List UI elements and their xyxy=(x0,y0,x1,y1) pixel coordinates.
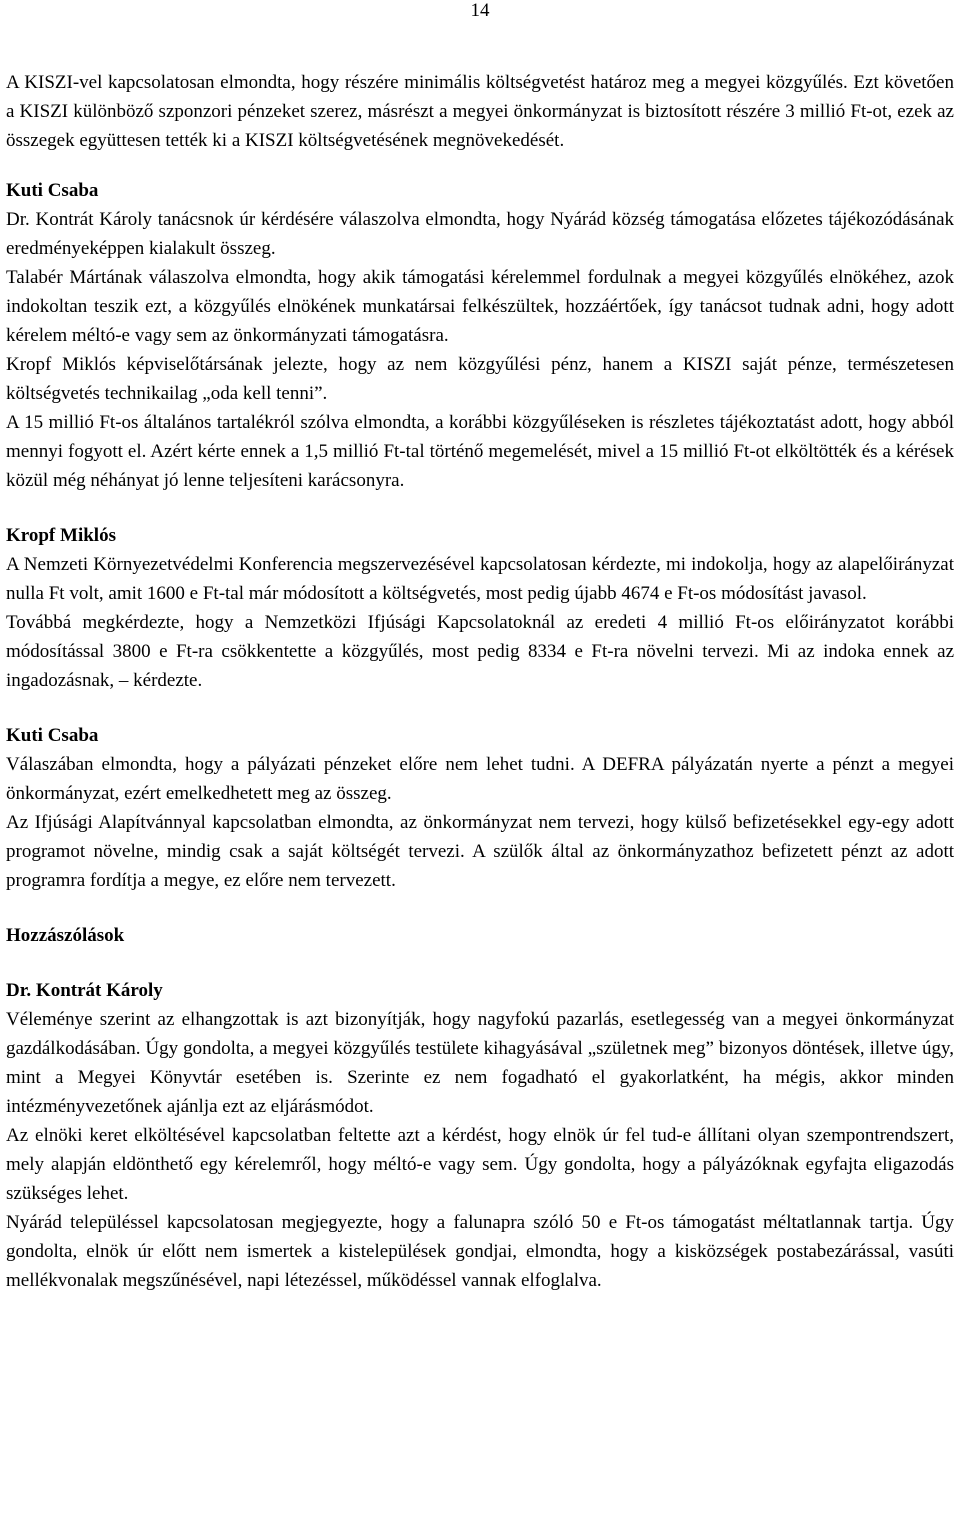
speaker-heading: Kuti Csaba xyxy=(6,725,99,746)
speaker-heading: Kropf Miklós xyxy=(6,525,116,546)
paragraph: Véleménye szerint az elhangzottak is azt bizonyítják, hogy nagyfokú pazarlás, esetlegesség van a megyei önkormányzat gazdálkodásában. Úgy gondolta, a megyei közgyűlés testülete kihagyásával „születnek meg” bizonyos döntések, illetve úgy, mint a Megyei Könyvtár esetében is. Szerinte ez nem fogadható el gyakorlatként, ha mégis, akkor minden intézményvezetőnek ajánlja ezt az eljárásmódot. xyxy=(6,1009,954,1117)
speaker-heading: Dr. Kontrát Károly xyxy=(6,980,163,1001)
paragraph: A KISZI-vel kapcsolatosan elmondta, hogy részére minimális költségvetést határoz meg a megyei közgyűlés. Ezt követően a KISZI különböző szponzori pénzeket szerez, másrészt a megyei önkormányzat is biztosított részére 3 millió Ft-ot, ezek az összegek együttesen tették ki a KISZI költségvetésének megnövekedését. xyxy=(6,72,954,151)
paragraph: Válaszában elmondta, hogy a pályázati pénzeket előre nem lehet tudni. A DEFRA pályázatán nyerte a pénzt a megyei önkormányzat, ezért emelkedhetett meg az összeg. xyxy=(6,754,954,804)
section-spacer xyxy=(6,495,954,521)
speaker-heading: Hozzászólások xyxy=(6,925,125,946)
paragraph: Az elnöki keret elköltésével kapcsolatban feltette azt a kérdést, hogy elnök úr fel tud-e állítani olyan szempontrendszert, mely alapján eldönthető egy kérelemről, hogy méltó-e vagy sem. Úgy gondolta, hogy a pályázóknak egyfajta eligazodás szükséges lehet. xyxy=(6,1125,954,1204)
page-number: 14 xyxy=(470,0,490,21)
section-spacer xyxy=(6,950,954,976)
paragraph: A Nemzeti Környezetvédelmi Konferencia megszervezésével kapcsolatosan kérdezte, mi indokolja, hogy az alapelőirányzat nulla Ft volt, amit 1600 e Ft-tal már módosított a költségvetés, most pedig újabb 4674 e Ft-os módosítást javasol. xyxy=(6,554,954,604)
section-spacer xyxy=(6,695,954,721)
section-spacer xyxy=(6,895,954,921)
paragraph: Az Ifjúsági Alapítvánnyal kapcsolatban elmondta, az önkormányzat nem tervezi, hogy külső befizetésekkel egy-egy adott programot növelne, mindig csak a saját költségét tervezi. A szülők által az önkormányzathoz befizetett pénzt az adott programra fordítja a megye, ez előre nem tervezett. xyxy=(6,812,954,891)
paragraph: Nyárád településsel kapcsolatosan megjegyezte, hogy a falunapra szóló 50 e Ft-os támogatást méltatlannak tartja. Úgy gondolta, elnök úr előtt nem ismertek a kistelepülések gondjai, elmondta, hogy a kisközségek postabezárással, vasúti mellékvonalak megszűnésével, napi létezéssel, működéssel vannak elfoglalva. xyxy=(6,1212,954,1291)
paragraph: Talabér Mártának válaszolva elmondta, hogy akik támogatási kérelemmel fordulnak a megyei közgyűlés elnökéhez, azok indokoltan teszik ezt, a közgyűlés elnökének munkatársai felkészültek, hozzáértőek, így tanácsot tudnak adni, hogy adott kérelem méltó-e vagy sem az önkormányzati támogatásra. xyxy=(6,267,954,346)
document-body xyxy=(6,68,954,1295)
speaker-heading: Kuti Csaba xyxy=(6,180,99,201)
paragraph: A 15 millió Ft-os általános tartalékról szólva elmondta, a korábbi közgyűléseken is részletes tájékoztatást adott, hogy abból mennyi fogyott el. Azért kérte ennek a 1,5 millió Ft-tal történő megemelését, mivel a 15 millió Ft-ot elköltötték és a kérések közül még néhányat jó lenne teljesíteni karácsonyra. xyxy=(6,412,954,491)
section-spacer xyxy=(6,155,954,176)
paragraph: Dr. Kontrát Károly tanácsnok úr kérdésére válaszolva elmondta, hogy Nyárád község támogatása előzetes tájékozódásának eredményeképpen kialakult összeg. xyxy=(6,209,954,259)
paragraph: Kropf Miklós képviselőtársának jelezte, hogy az nem közgyűlési pénz, hanem a KISZI saját pénze, természetesen költségvetés technikailag „oda kell tenni”. xyxy=(6,354,954,404)
paragraph: Továbbá megkérdezte, hogy a Nemzetközi Ifjúsági Kapcsolatoknál az eredeti 4 millió Ft-os előirányzatot korábbi módosítással 3800 e Ft-ra csökkentette a közgyűlés, most pedig 8334 e Ft-ra növelni tervezi. Mi az indoka ennek az ingadozásnak, – kérdezte. xyxy=(6,612,954,691)
